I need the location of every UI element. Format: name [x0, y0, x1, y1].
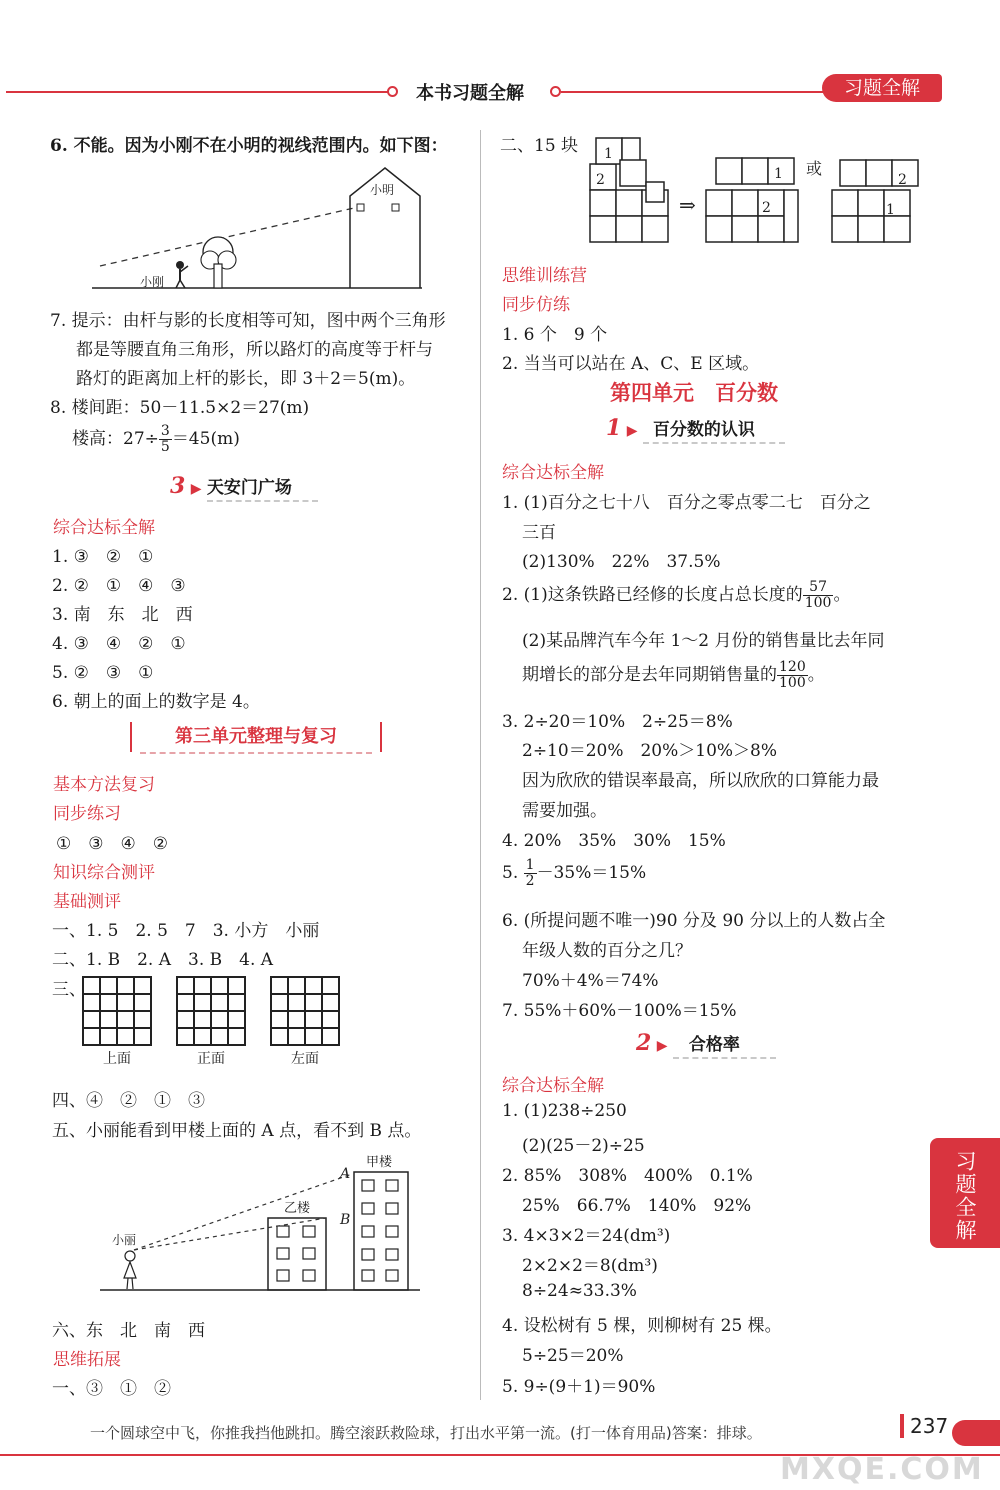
left-q8-line1: 8. 楼间距：50－11.5×2＝27(m) [50, 398, 310, 418]
c1-line1: 1. (1)238÷250 [502, 1101, 627, 1121]
section-2-heading [636, 1030, 776, 1056]
cube-label-c1: 2 [898, 172, 907, 188]
b7-line: 7. 55%＋60%－100%＝15% [502, 1001, 737, 1021]
b1-line3: (2)130% 22% 37.5% [522, 552, 721, 572]
label-xiaoli: 小丽 [112, 1233, 137, 1247]
q8-prefix: 楼高：27÷ [72, 429, 159, 449]
zhishi-heading: 知识综合测评 [53, 863, 155, 883]
left-q8-line2 [72, 424, 240, 455]
b3-line1: 3. 2÷20＝10% 2÷25＝8% [502, 712, 733, 732]
section-3-title: 天安门广场 [207, 478, 318, 502]
building-jia-windows [362, 1180, 398, 1281]
label-xiaoming: 小明 [370, 183, 395, 197]
b5-fraction: $\frac{1}{2}$ [525, 857, 535, 889]
section-2-title: 合格率 [673, 1035, 776, 1059]
view-grid-left [270, 976, 340, 1068]
cube-label-a2: 2 [596, 172, 605, 188]
cube-label-c2: 1 [886, 202, 895, 218]
label-B: B [340, 1212, 351, 1228]
header-dot-left [387, 86, 398, 97]
header-line-left [6, 91, 392, 93]
left-q6: 6. 不能。因为小刚不在小明的视线范围内。如下图： [50, 136, 448, 156]
b4-line: 4. 20% 35% 30% 15% [502, 831, 726, 851]
jichu-heading: 基础测评 [53, 892, 121, 912]
siwei-xl-heading: 思维训练营 [502, 266, 587, 286]
cube-label-a1: 1 [604, 146, 613, 162]
s3-answer-5: 5. ② ③ ① [52, 663, 154, 683]
watermark: MXQE.COM [780, 1452, 984, 1487]
left-q7-line3: 路灯的距离加上杆的影长，即 3＋2＝5(m)。 [76, 369, 416, 389]
side-tab [930, 1138, 1000, 1248]
section-arrow-icon: ▶ [190, 481, 202, 497]
s3-answer-6: 6. 朝上的面上的数字是 4。 [52, 692, 260, 712]
cube-label-b1: 1 [774, 166, 783, 182]
label-jia: 甲楼 [366, 1155, 393, 1170]
right-q2: 二、15 块 [500, 136, 579, 156]
siwei-heading: 思维拓展 [53, 1350, 121, 1370]
c1-line2: (2)(25－2)÷25 [522, 1136, 645, 1156]
b2-line3 [522, 660, 825, 691]
s3-answer-4: 4. ③ ④ ② ① [52, 634, 186, 654]
section-arrow-icon-2: ▶ [626, 423, 638, 439]
tongbu-fl-heading: 同步仿练 [502, 295, 570, 315]
c2-line2: 25% 66.7% 140% 92% [522, 1196, 752, 1216]
footer-riddle: 一个圆球空中飞，你推我挡他跳扣。腾空滚跃救险球，打出水平第一流。(打一体育用品)答案：排球。 [90, 1424, 762, 1442]
b2-end-2: 。 [807, 665, 825, 685]
arrow-icon: ⇒ [679, 193, 696, 217]
jc-answer-2: 二、1. B 2. A 3. B 4. A [52, 950, 274, 970]
b2-fraction-2: $\frac{120}{100}$ [779, 659, 806, 691]
section-3-heading [170, 473, 318, 499]
c4-line1: 4. 设松树有 5 棵，则柳树有 25 棵。 [502, 1316, 782, 1336]
fl-answer-2: 2. 当当可以站在 A、C、E 区域。 [502, 354, 760, 374]
zonghe-heading-3: 综合达标全解 [502, 1076, 604, 1096]
sightline-A [134, 1174, 352, 1250]
b3-line3: 因为欣欣的错误率最高，所以欣欣的口算能力最 [522, 771, 879, 791]
review-heading-box [130, 722, 382, 752]
sightline-B [134, 1218, 326, 1250]
side-tab-label: 习题全解 [953, 1150, 977, 1242]
b2-line1 [502, 580, 850, 611]
jc-answer-4: 四、④ ② ① ③ [52, 1091, 205, 1111]
c3-line2: 2×2×2＝8(dm³) [522, 1256, 658, 1276]
left-q7-line2: 都是等腰直角三角形，所以路灯的高度等于杆与 [76, 340, 433, 360]
cube-stacks-figure [584, 128, 924, 252]
sightline-figure [92, 160, 452, 300]
zonghe-heading-1: 综合达标全解 [53, 518, 155, 538]
header-badge: 习题全解 [822, 74, 942, 102]
girl-figure-icon [124, 1251, 136, 1289]
section-1-heading [606, 415, 785, 441]
grid-front [176, 976, 246, 1046]
review-heading-title: 第三单元整理与复习 [140, 722, 372, 754]
view-label-left: 左面 [291, 1051, 319, 1067]
view-grid-top [82, 976, 152, 1068]
b6-line3: 70%＋4%＝74% [522, 971, 659, 991]
grid-left [270, 976, 340, 1046]
view-label-top: 上面 [103, 1051, 131, 1067]
child-figure-icon [176, 261, 188, 288]
b2-text: 2. (1)这条铁路已经修的长度占总长度的 [502, 585, 803, 605]
b2-text-2: 期增长的部分是去年同期销售量的 [522, 665, 777, 685]
cube-stack-2 [706, 158, 798, 242]
c5-line: 5. 9÷(9＋1)＝90% [502, 1377, 656, 1397]
c3-line1: 3. 4×3×2＝24(dm³) [502, 1226, 671, 1246]
b2-end: 。 [833, 585, 851, 605]
cube-or: 或 [806, 159, 823, 178]
footer-page-number: 237 [900, 1414, 954, 1438]
c4-line2: 5÷25＝20% [522, 1346, 624, 1366]
b6-line2: 年级人数的百分之几？ [522, 941, 692, 961]
fl-answer-1: 1. 6 个 9 个 [502, 325, 608, 345]
jc-answer-3-label: 三、 [52, 980, 86, 1000]
section-arrow-icon-3: ▶ [656, 1038, 668, 1054]
b5-line [502, 858, 646, 889]
b2-line2: (2)某品牌汽车今年 1～2 月份的销售量比去年同 [522, 631, 885, 651]
building-yi-windows [277, 1226, 315, 1281]
house-window-1 [357, 204, 364, 211]
view-grid-front [176, 976, 246, 1068]
b2-fraction-1: $\frac{57}{100}$ [804, 579, 832, 611]
zonghe-heading-2: 综合达标全解 [502, 463, 604, 483]
siwei-answer-1: 一、③ ① ② [52, 1379, 171, 1399]
c2-line1: 2. 85% 308% 400% 0.1% [502, 1166, 753, 1186]
s3-answer-3: 3. 南 东 北 西 [52, 605, 193, 625]
unit4-title: 第四单元 百分数 [610, 380, 778, 405]
house-window-2 [392, 204, 399, 211]
s3-answer-1: 1. ③ ② ① [52, 547, 154, 567]
section-2-number: 2 [636, 1030, 652, 1056]
b5-prefix: 5. [502, 863, 519, 883]
cube-stack-1 [590, 138, 668, 242]
b1-line1: 1. (1)百分之七十八 百分之零点零二七 百分之 [502, 493, 871, 513]
q8-suffix: ＝45(m) [171, 429, 240, 449]
b5-suffix: －35%＝15% [536, 863, 647, 883]
tongbu-heading: 同步练习 [53, 804, 121, 824]
buildings-figure [100, 1148, 440, 1294]
tongbu-answers: ① ③ ④ ② [56, 834, 168, 854]
view-label-front: 正面 [197, 1051, 225, 1067]
c3-line3: 8÷24≈33.3% [522, 1281, 637, 1301]
section-1-number: 1 [606, 415, 622, 441]
b6-line1: 6. (所提问题不唯一)90 分及 90 分以上的人数占全 [502, 911, 886, 931]
b3-line4: 需要加强。 [522, 801, 607, 821]
grid-top [82, 976, 152, 1046]
jiben-heading: 基本方法复习 [53, 775, 155, 795]
header-title: 本书习题全解 [416, 83, 524, 104]
header-line-right [561, 91, 823, 93]
section-3-number: 3 [170, 473, 186, 499]
b3-line2: 2÷10＝20% 20%＞10%＞8% [522, 741, 778, 761]
tree-icon [201, 237, 236, 288]
column-divider [480, 130, 481, 1400]
left-q7-line1: 7. 提示：由杆与影的长度相等可知，图中两个三角形 [50, 311, 446, 331]
label-yi: 乙楼 [284, 1201, 311, 1216]
jc-answer-6: 六、东 北 南 西 [52, 1321, 205, 1341]
label-xiaogang: 小刚 [140, 275, 165, 289]
b1-line2: 三百 [522, 523, 556, 543]
jc-answer-1: 一、1. 5 2. 5 7 3. 小方 小丽 [52, 921, 320, 941]
jc-answer-5: 五、小丽能看到甲楼上面的 A 点，看不到 B 点。 [52, 1121, 422, 1141]
footer-page-tab [952, 1420, 1000, 1446]
s3-answer-2: 2. ② ① ④ ③ [52, 576, 186, 596]
header-dot-right [550, 86, 561, 97]
section-1-title: 百分数的认识 [643, 420, 785, 444]
label-A: A [340, 1166, 351, 1182]
cube-label-b2: 2 [762, 200, 771, 216]
q8-fraction: $\frac{3}{5}$ [160, 423, 170, 455]
